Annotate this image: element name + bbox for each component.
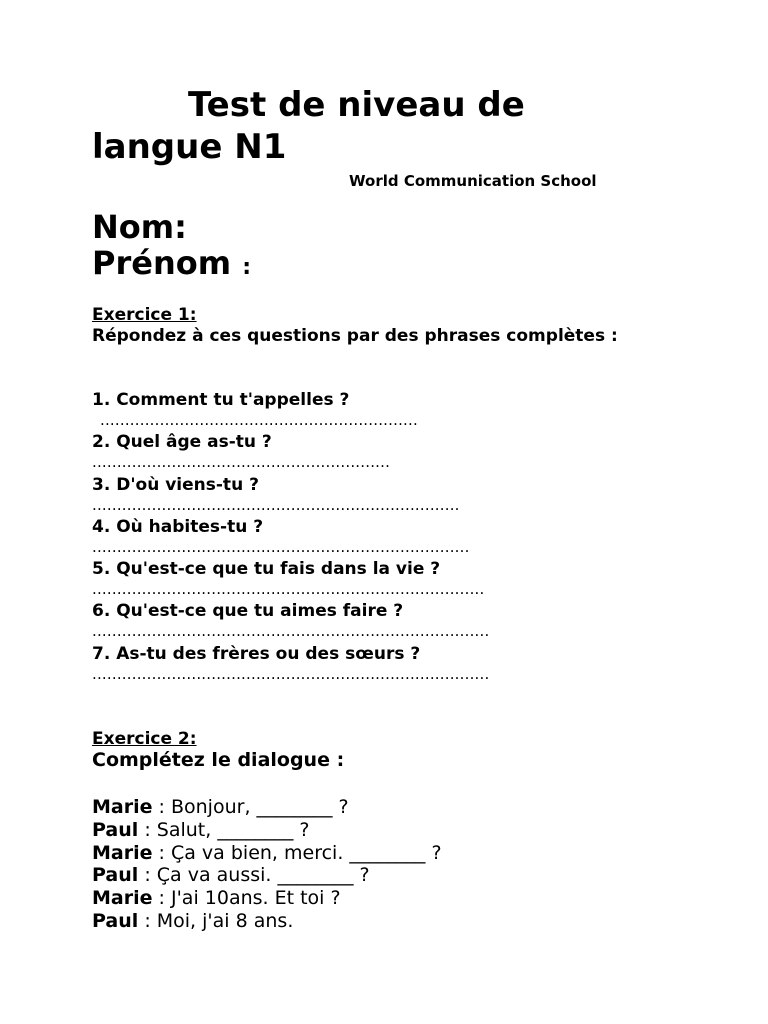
dialogue-line: [92, 910, 692, 933]
question-text: 2. Quel âge as-tu ?: [92, 432, 272, 453]
question-item: [92, 600, 692, 642]
school-name: World Communication School: [349, 172, 597, 190]
question-list: [92, 389, 692, 685]
dialogue-text: : Ça va bien, merci. ________ ?: [152, 841, 442, 864]
title-text: Test de niveau de langue N1: [92, 85, 525, 167]
speaker-name: Marie: [92, 841, 153, 864]
nom-label: Nom:: [92, 208, 187, 246]
speaker-name: Paul: [92, 909, 139, 932]
question-item: [92, 643, 692, 685]
prenom-label: [92, 245, 251, 286]
answer-blank[interactable]: ..........................................................................: [92, 495, 460, 514]
dialogue-line: [92, 842, 692, 865]
answer-blank[interactable]: ............................................................: [92, 453, 391, 472]
answer-blank[interactable]: ............................................................................: [92, 537, 470, 556]
speaker-name: Paul: [92, 864, 139, 887]
exercise1-title: Exercice 1:: [92, 305, 197, 325]
dialogue-text: : J'ai 10ans. Et toi ?: [152, 887, 341, 910]
exercise2-title: Exercice 2:: [92, 729, 197, 749]
page-title: [92, 84, 652, 168]
speaker-name: Marie: [92, 887, 153, 910]
question-text: 1. Comment tu t'appelles ?: [92, 390, 350, 410]
question-item: [92, 474, 692, 516]
dialogue-list: [92, 796, 692, 933]
dialogue-line: [92, 796, 692, 819]
dialogue-text: : Bonjour, ________ ?: [152, 796, 349, 818]
prenom-colon: :: [242, 255, 251, 280]
dialogue-line: [92, 864, 692, 887]
dialogue-line: [92, 887, 692, 910]
answer-blank[interactable]: ................................................................................: [92, 622, 490, 641]
question-item: [92, 389, 692, 431]
question-text: 3. D'où viens-tu ?: [92, 474, 259, 495]
answer-blank[interactable]: ................................................................................: [92, 664, 490, 683]
answer-blank[interactable]: ...............................................................................: [92, 580, 485, 599]
question-text: 6. Qu'est-ce que tu aimes faire ?: [92, 601, 404, 622]
question-text: 5. Qu'est-ce que tu fais dans la vie ?: [92, 559, 441, 580]
speaker-name: Marie: [92, 796, 153, 818]
dialogue-text: : Ça va aussi. ________ ?: [138, 864, 370, 887]
prenom-text: Prénom: [92, 244, 232, 282]
dialogue-text: : Salut, ________ ?: [138, 818, 310, 841]
question-text: 7. As-tu des frères ou des sœurs ?: [92, 643, 421, 664]
answer-blank[interactable]: ................................................................: [100, 411, 418, 429]
dialogue-text: : Moi, j'ai 8 ans.: [138, 909, 294, 932]
speaker-name: Paul: [92, 818, 139, 841]
dialogue-line: [92, 819, 692, 842]
question-item: [92, 558, 692, 600]
question-item: [92, 431, 692, 473]
exercise2-instruction: Complétez le dialogue :: [92, 749, 345, 771]
exercise1-instruction: Répondez à ces questions par des phrases complètes :: [92, 326, 618, 346]
question-text: 4. Où habites-tu ?: [92, 516, 264, 537]
question-item: [92, 516, 692, 558]
